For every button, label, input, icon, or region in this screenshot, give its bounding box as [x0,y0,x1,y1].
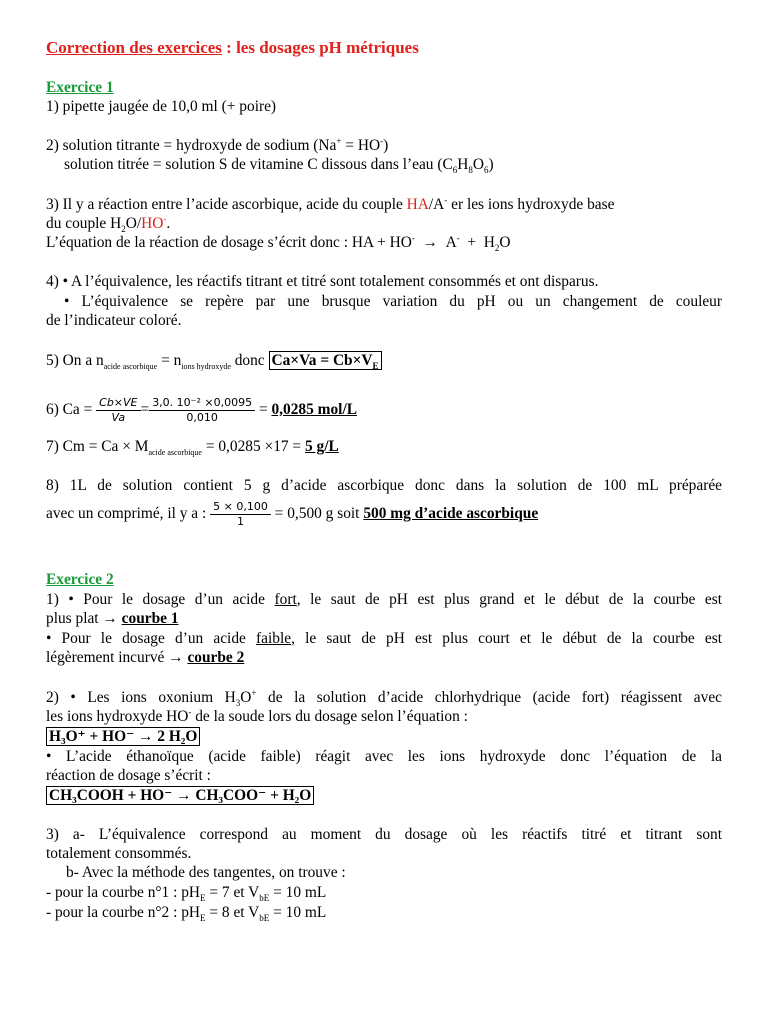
ex1-answer-3a: 3) Il y a réaction entre l’acide ascorbique, acide du couple HA/A- er les ions hydroxyde base [46,194,615,213]
ex2-answer-2c: • L’acide éthanoïque (acide faible) réagit avec les ions hydroxyde donc l’équation de la [46,748,722,765]
ex1-answer-4a: 4) • A l’équivalence, les réactifs titrant et titré sont totalement consommés et ont disparus. [46,273,599,290]
ex1-answer-2a: 2) solution titrante = hydroxyde de sodium (Na+ = HO-) [46,135,389,154]
ex1-answer-5: 5) On a $n_{acide ascorbique} = n_{ions hydroxyde}$ donc $Ca\times Va = Cb\times V_E$ [46,351,382,370]
ex1-answer-8b: avec un comprimé, il y a : $\frac{5 \times 0,100}{1}$ = 0,500 g soit 500 mg d’acide ascorbique [46,499,539,528]
ex2-answer-2a: 2) • Les ions oxonium $H_3O^+$ de la solution d’acide chlorhydrique (acide fort) réagissent avec [46,687,722,709]
equivalence-relation-box: $Ca\times Va = Cb\times V_E$ [269,351,382,370]
ex2-answer-1b: plus plat → courbe 1 [46,610,179,627]
equation-weak-acid: CH₃COOH + HO⁻ → CH₃COO⁻ + H₂O [46,786,314,805]
ex2-answer-1c: • Pour le dosage d’un acide faible, le saut de pH est plus court et le début de la courbe est [46,630,722,647]
ex1-answer-1: 1) pipette jaugée de 10,0 ml (+ poire) [46,98,277,115]
fraction-ca: $\frac{Cb\times VE}{Va}$ [96,396,140,425]
ex1-answer-8a: 8) 1L de solution contient 5 g d’acide ascorbique donc dans la solution de 100 mL préparée [46,477,722,494]
ex1-answer-7: 7) $Cm = Ca \times M_{acide ascorbique} = 0,0285 \times 17 = 5$ g/L [46,438,339,458]
page-title: Correction des exercices : les dosages pH métriques [46,38,419,57]
fraction-mass: $\frac{5 \times 0,100}{1}$ [210,500,271,529]
ex2-answer-3d: - pour la courbe n°1 : $pH_E = 7$ et $V_{bE} = 10$ mL [46,884,327,904]
ex2-answer-2b: les ions hydroxyde HO- de la soude lors du dosage selon l’équation : [46,706,468,725]
fraction-ca-numeric: $\frac{\text{3,0. 10⁻² ×0,0095}}{0,010}$ [149,396,255,425]
ex2-answer-1d: légèrement incurvé → courbe 2 [46,649,245,666]
ex1-answer-4c: de l’indicateur coloré. [46,312,182,329]
exercise-1-heading: Exercice 1 [46,79,114,96]
equation-strong-acid: H₃O⁺ + HO⁻ → 2 H₂O [46,727,200,746]
ex1-answer-3c: L’équation de la réaction de dosage s’écrit donc : HA + $HO^- \to A^- + H_2O$ [46,232,511,254]
ex1-answer-3b: du couple $H_2O/HO^-$. [46,213,171,235]
ex1-answer-4b: • L’équivalence se repère par une brusque variation du pH ou un changement de couleur [64,293,722,310]
ex1-answer-2b: solution titrée = solution S de vitamine C dissous dans l’eau $(C_6H_8O_6)$ [64,156,494,176]
ex2-answer-3c: b- Avec la méthode des tangentes, on trouve : [66,864,346,881]
ex2-answer-3e: - pour la courbe n°2 : $pH_E = 8$ et $V_{bE} = 10$ mL [46,904,327,924]
exercise-2-heading: Exercice 2 [46,571,114,588]
ex2-answer-3b: totalement consommés. [46,845,192,862]
ex1-answer-6: 6) Ca = $\frac{Cb\times VE}{Va}$ = $\frac{\text{3,0. 10⁻² ×0,0095}}{0,010}$ = 0,0285 mol/L [46,395,357,424]
ex2-answer-2d: réaction de dosage s’écrit : [46,767,211,784]
ex2-answer-1a: 1) • Pour le dosage d’un acide fort, le saut de pH est plus grand et le début de la courbe est [46,591,722,608]
ex2-answer-3a: 3) a- L’équivalence correspond au moment du dosage où les réactifs titré et titrant sont [46,826,722,843]
